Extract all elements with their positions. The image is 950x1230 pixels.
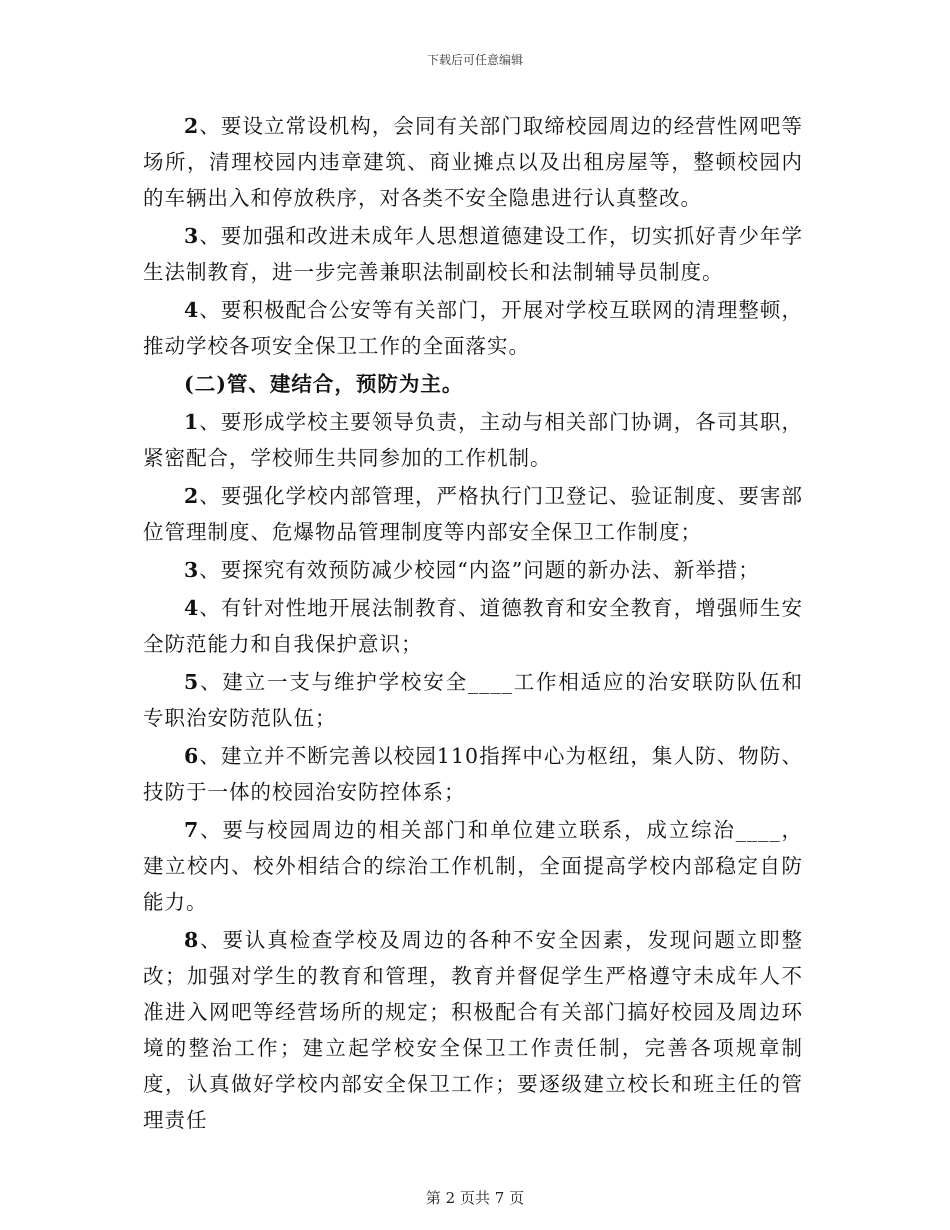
item-number: 4: [184, 596, 200, 620]
item-number: 7: [184, 818, 200, 842]
paragraph-text: 、建立一支与维护学校安全____工作相适应的治安联防队伍和专职治安防范队伍；: [143, 670, 803, 730]
item-number: 3: [184, 558, 200, 582]
paragraph-item-8: [143, 922, 803, 1138]
paragraph-text: 、要强化学校内部管理，严格执行门卫登记、验证制度、要害部位管理制度、危爆物品管理制度等内部安全保卫工作制度；: [143, 484, 803, 544]
paragraph-text: 、要设立常设机构，会同有关部门取缔校园周边的经营性网吧等场所，清理校园内违章建筑、商业摊点以及出租房屋等，整顿校园内的车辆出入和停放秩序，对各类不安全隐患进行认真整改。: [143, 114, 803, 210]
item-number: 2: [184, 484, 200, 508]
paragraph-item-2: [143, 108, 803, 216]
paragraph-item-6: [143, 738, 803, 810]
paragraph-text: 、建立并不断完善以校园110指挥中心为枢纽，集人防、物防、技防于一体的校园治安防控体系；: [143, 744, 803, 804]
paragraph-text: 、要积极配合公安等有关部门，开展对学校互联网的清理整顿，推动学校各项安全保卫工作的全面落实。: [143, 298, 803, 358]
paragraph-item-5: [143, 664, 803, 736]
paragraph-text: 、要探究有效预防减少校园“内盗”问题的新办法、新举措；: [199, 558, 760, 582]
paragraph-item-2b: [143, 478, 803, 550]
paragraph-item-3: [143, 218, 803, 290]
paragraph-text: 、有针对性地开展法制教育、道德教育和安全教育，增强师生安全防范能力和自我保护意识；: [143, 596, 803, 656]
paragraph-text: 、要认真检查学校及周边的各种不安全因素，发现问题立即整改；加强对学生的教育和管理，教育并督促学生严格遵守未成年人不准进入网吧等经营场所的规定；积极配合有关部门搞好校园及周边环境的整治工作；建立起学校安全保卫工作责任制，完善各项规章制度，认真做好学校内部安全保卫工作；要逐级建立校长和班主任的管理责任: [143, 928, 803, 1132]
paragraph-item-4b: [143, 590, 803, 662]
paragraph-text: 、要与校园周边的相关部门和单位建立联系，成立综治____，建立校内、校外相结合的综治工作机制，全面提高学校内部稳定自防能力。: [143, 818, 803, 914]
item-number: 6: [184, 744, 200, 768]
item-number: 5: [184, 670, 200, 694]
item-number: 3: [184, 224, 200, 248]
paragraph-text: 、要加强和改进未成年人思想道德建设工作，切实抓好青少年学生法制教育，进一步完善兼职法制副校长和法制辅导员制度。: [143, 224, 803, 284]
page-footer: 第 2 页共 7 页: [425, 1189, 525, 1207]
section-heading-text: (二)管、建结合，预防为主。: [184, 372, 464, 396]
paragraph-item-1: [143, 404, 803, 476]
document-body: [143, 108, 803, 1140]
item-number: 4: [184, 298, 200, 322]
paragraph-item-4: [143, 292, 803, 364]
section-heading: [143, 366, 803, 402]
paragraph-text: 、要形成学校主要领导负责，主动与相关部门协调，各司其职，紧密配合，学校师生共同参加的工作机制。: [143, 410, 803, 470]
paragraph-item-3b: [143, 552, 803, 588]
item-number: 1: [184, 410, 200, 434]
item-number: 8: [184, 928, 200, 952]
paragraph-item-7: [143, 812, 803, 920]
item-number: 2: [184, 114, 200, 138]
page-header: 下载后可任意编辑: [426, 53, 523, 67]
